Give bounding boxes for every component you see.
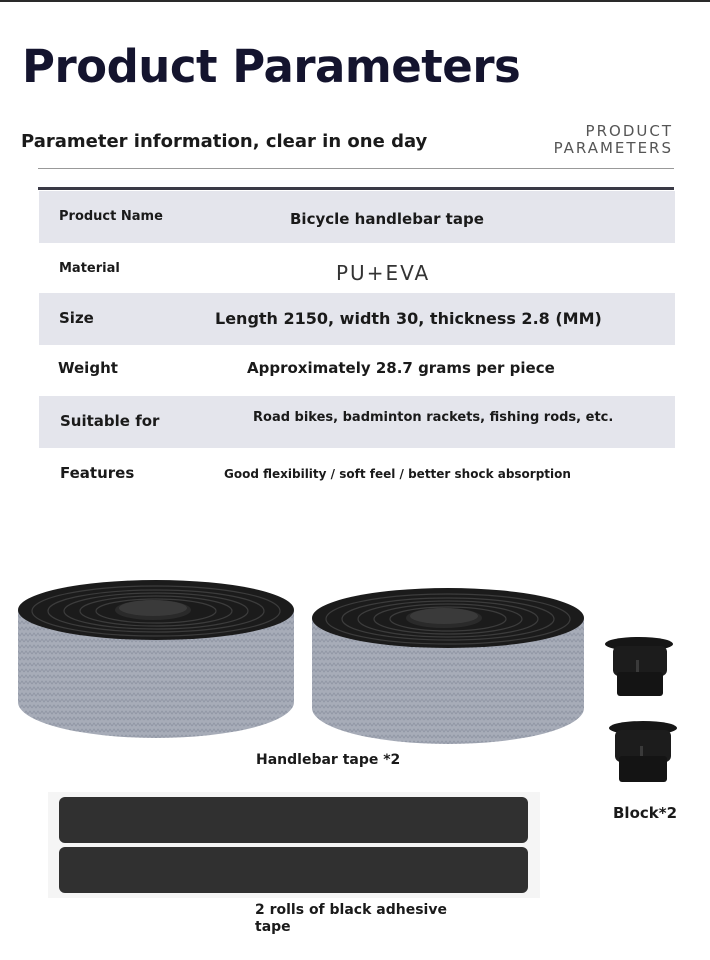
product-parameters-tag [554, 123, 673, 157]
param-value: Bicycle handlebar tape [290, 210, 484, 228]
param-value: PU+EVA [336, 261, 431, 285]
caption-adhesive-line-2: tape [255, 919, 291, 935]
param-value: Good flexibility / soft feel / better shock absorption [224, 467, 571, 481]
param-label: Suitable for [60, 412, 160, 430]
handlebar-tape-roll-left [18, 580, 294, 738]
page-subtitle: Parameter information, clear in one day [21, 131, 428, 152]
caption-block: Block*2 [613, 804, 678, 822]
page-title: Product Parameters [22, 40, 521, 93]
param-row-size [39, 293, 675, 345]
caption-adhesive-tape [255, 902, 447, 936]
param-label: Product Name [59, 209, 163, 224]
param-label: Features [60, 464, 135, 482]
adhesive-tape-strips [48, 792, 540, 898]
caption-handlebar-tape: Handlebar tape *2 [256, 752, 401, 768]
tag-line-1: PRODUCT [585, 122, 673, 140]
param-label: Material [59, 261, 120, 276]
top-border-line [0, 0, 710, 2]
param-row-material [39, 244, 675, 296]
end-plug-bottom [609, 721, 677, 782]
param-row-suitable-for [39, 396, 675, 448]
param-value: Approximately 28.7 grams per piece [247, 359, 555, 377]
param-label: Size [59, 309, 94, 327]
table-top-border [38, 187, 674, 190]
tag-line-2: PARAMETERS [553, 139, 673, 157]
param-row-features [39, 449, 675, 501]
param-label: Weight [58, 359, 118, 377]
param-value: Length 2150, width 30, thickness 2.8 (MM) [215, 309, 602, 328]
end-plug-top [605, 637, 673, 696]
param-value: Road bikes, badminton rackets, fishing rods, etc. [253, 410, 614, 425]
handlebar-tape-roll-right [312, 588, 584, 744]
param-row-weight [39, 344, 675, 396]
subtitle-divider [38, 168, 674, 169]
param-row-product-name [39, 191, 675, 243]
caption-adhesive-line-1: 2 rolls of black adhesive [255, 902, 447, 918]
